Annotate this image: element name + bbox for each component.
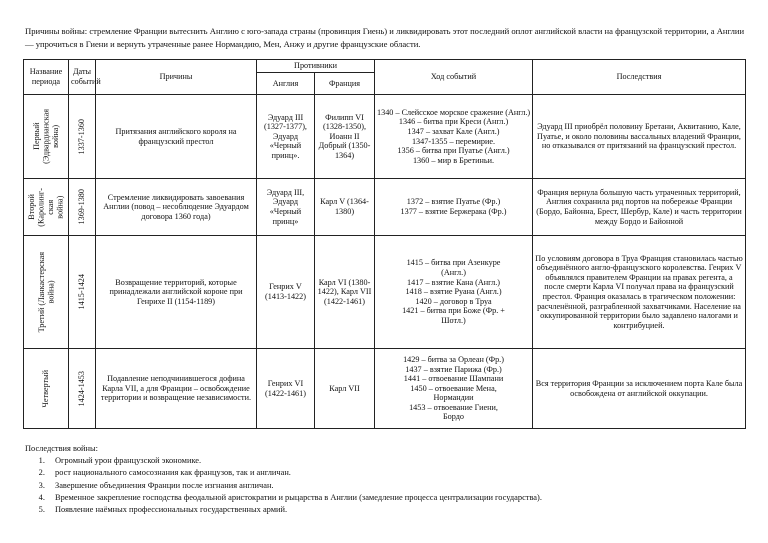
header-dates: Даты событий	[69, 60, 96, 95]
table-row	[24, 95, 746, 179]
consequence-item: 3. Завершение объединения Франции после изгнания англичан.	[47, 480, 745, 492]
england-cell: Эдуард III, Эдуард «Черный принц»	[257, 179, 315, 236]
period-name: Третий (Ланкастерская война)	[36, 251, 55, 333]
dates-value: 1424-1453	[77, 370, 87, 407]
event-line: 1429 – битва за Орлеан (Фр.)	[403, 354, 504, 364]
event-line: 1377 – взятие Бержерака (Фр.)	[400, 207, 507, 216]
cause-cell: Притязания английского короля на французский престол	[96, 95, 257, 179]
dates-cell	[69, 349, 96, 429]
consequence-item: 4. Временное закрепление господства феодальной аристократии и рыцарства в Англии (замедление процесса централизации государства).	[47, 492, 745, 504]
dates-cell	[69, 179, 96, 236]
dates-cell	[69, 95, 96, 179]
intro-paragraph: Причины войны: стремление Франции вытеснить Англию с юго-запада страны (провинция Гиень) и ликвидировать этот последний оплот английской власти на французской территории, а Англии — упрочиться в Гиени и вернуть утраченные ранее Нормандию, Мен, Анжу и другие французские области.	[25, 26, 745, 49]
result-cell: По условиям договора в Труа Франция становилась частью объединённого англо-французского королевства. Генрих V объявлялся правителем Франции на правах регента, а после смерти Карла VI получал права на французский престол. Франция оказалась в трагическом положении: расчленённой, разграбленной захватчиками. Население на оккупированной территории было задавлено налогами и контрибуцией.	[533, 236, 746, 349]
event-line: Шотл.)	[441, 315, 466, 325]
war-periods-table	[23, 59, 746, 429]
header-france: Франция	[315, 73, 375, 95]
event-line: 1453 – отвоевание Гиени,	[409, 402, 498, 412]
event-line: 1450 – отвоевание Мена,	[410, 383, 497, 393]
consequence-item: 2. рост национального самосознания как французов, так и англичан.	[47, 467, 745, 479]
france-cell: Филипп VI (1328-1350), Иоанн II Добрый (1350-1364)	[315, 95, 375, 179]
events-cell	[375, 95, 533, 179]
event-line: 1420 – договор в Труа	[415, 296, 492, 306]
event-line: Бордо	[442, 412, 465, 422]
france-cell: Карл VI (1380-1422), Карл VII (1422-1461)	[315, 236, 375, 349]
event-line: 1441 – отвоевание Шампани	[403, 374, 504, 384]
events-cell	[375, 349, 533, 429]
consequences-title: Последствия войны:	[25, 444, 98, 453]
event-line: 1415 – битва при Азенкуре	[406, 258, 501, 268]
event-line: 1372 – взятие Пуатье (Фр.)	[406, 197, 501, 207]
consequence-item: 1. Огромный урон французской экономике.	[47, 455, 745, 467]
cause-cell: Стремление ликвидировать завоевания Англии (повод – несоблюдение Эдуардом договора 1360 года)	[96, 179, 257, 236]
period-name: Второй (Каролинг- ская война)	[27, 187, 65, 227]
header-opponents: Противники	[257, 60, 375, 73]
consequences-section	[25, 443, 745, 516]
result-cell: Вся территория Франции за исключением порта Кале была освобождена от английской оккупации.	[533, 349, 746, 429]
cause-cell: Подавление неподчинившегося дофина Карла VII, а для Франции – освобождение территории и возвращение независимости.	[96, 349, 257, 429]
event-line: Нормандии	[433, 393, 474, 403]
header-course: Ход событий	[375, 60, 533, 95]
event-line: 1340 – Слейсское морское сражение (Англ.)	[377, 107, 531, 117]
event-line: 1360 – мир в Бретиньи.	[412, 155, 495, 165]
england-cell: Генрих V (1413-1422)	[257, 236, 315, 349]
consequence-item: 5. Появление наёмных профессиональных государственных армий.	[47, 504, 745, 516]
france-cell: Карл VII	[315, 349, 375, 429]
events-cell	[375, 179, 533, 236]
period-cell	[24, 236, 69, 349]
result-cell: Франция вернула большую часть утраченных территорий, Англия сохранила ряд портов на побережье Франции (Бордо, Байонна, Брест, Шербур, Кале) и часть территории между Бордо и Байонной	[533, 179, 746, 236]
england-cell: Генрих VI (1422-1461)	[257, 349, 315, 429]
header-period: Название периода	[24, 60, 69, 95]
period-cell	[24, 179, 69, 236]
event-line: 1417 – взятие Кана (Англ.)	[407, 277, 500, 287]
event-line: 1356 – битва при Пуатье (Англ.)	[397, 146, 510, 156]
events-cell	[375, 236, 533, 349]
table-row	[24, 179, 746, 236]
event-line: 1347-1355 – перемирие.	[411, 136, 496, 146]
dates-cell	[69, 236, 96, 349]
event-line: 1346 – битва при Креси (Англ.)	[398, 117, 509, 127]
consequences-list	[25, 455, 745, 516]
england-cell: Эдуард III (1327-1377), Эдуард «Черный принц».	[257, 95, 315, 179]
event-line: 1421 – битва при Боже (Фр. +	[402, 306, 505, 316]
header-consequences: Последствия	[533, 60, 746, 95]
cause-cell: Возвращение территорий, которые принадлежали английской короне при Генрихе II (1154-1189)	[96, 236, 257, 349]
dates-value: 1415-1424	[77, 274, 87, 310]
period-name: Первый (Эдвардианская война)	[31, 109, 60, 164]
period-name: Четвертый	[41, 369, 51, 408]
event-line: 1437 – взятие Парижа (Фр.)	[405, 364, 502, 374]
result-cell: Эдуард III приобрёл половину Бретани, Аквитанию, Кале, Пуатье, и около половины вассальных владений Франции, но отказывался от притязаний на французский престол.	[533, 95, 746, 179]
france-cell: Карл V (1364-1380)	[315, 179, 375, 236]
event-line: (Англ.)	[441, 268, 466, 278]
period-cell	[24, 349, 69, 429]
header-england: Англия	[257, 73, 315, 95]
header-causes: Причины	[96, 60, 257, 95]
dates-value: 1369-1380	[77, 189, 87, 225]
dates-value: 1337-1360	[77, 118, 87, 155]
event-line: 1418 – взятие Руана (Англ.)	[405, 287, 502, 297]
table-row	[24, 349, 746, 429]
event-line: 1347 – захват Кале (Англ.)	[407, 126, 500, 136]
table-row	[24, 236, 746, 349]
period-cell	[24, 95, 69, 179]
